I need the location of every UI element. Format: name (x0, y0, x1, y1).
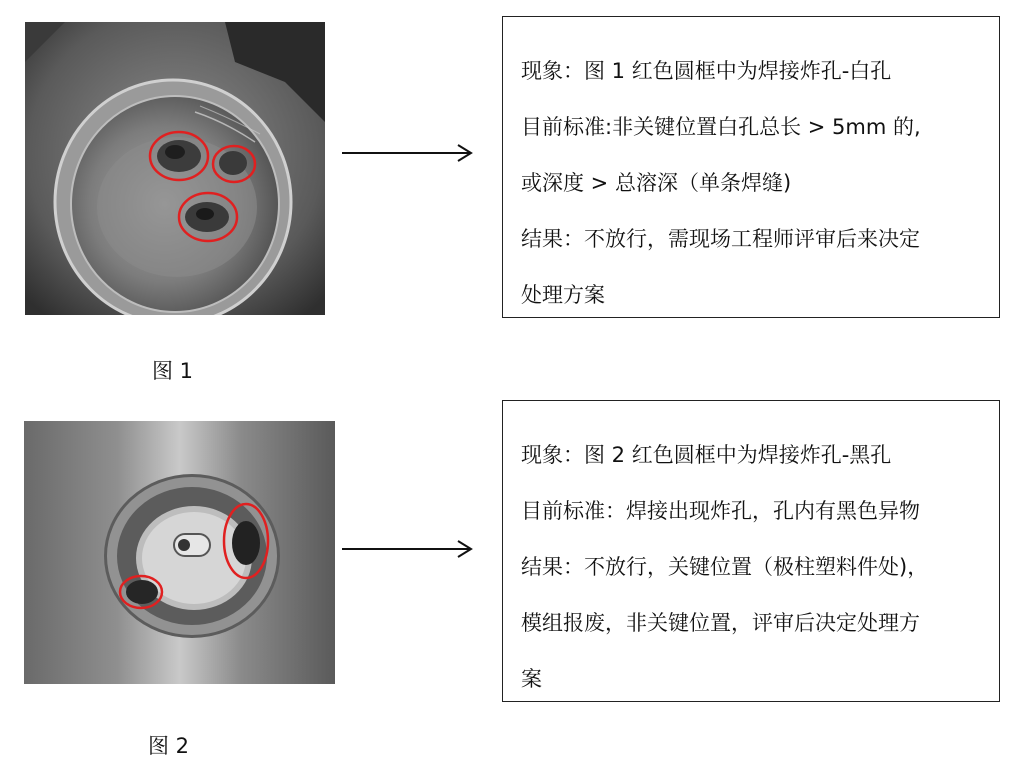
figure2-line-3: 结果：不放行，关键位置（极柱塑料件处)， (521, 555, 929, 579)
figure1-line-3: 或深度 > 总溶深（单条焊缝) (521, 171, 792, 195)
figure2-line-2: 目前标准：焊接出现炸孔，孔内有黑色异物 (521, 499, 920, 523)
figure1-photo (25, 22, 325, 315)
figure2-arrow (340, 538, 476, 560)
figure1-line-2: 目前标准:非关键位置白孔总长 > 5mm 的, (521, 115, 921, 139)
figure1-arrow (340, 142, 476, 164)
figure2-line-1: 现象：图 2 红色圆框中为焊接炸孔-黑孔 (521, 443, 892, 467)
figure2-line-4: 模组报废，非关键位置，评审后决定处理方 (521, 611, 920, 635)
figure1-weld-spot-3 (185, 202, 229, 232)
figure2-line-5: 案 (521, 667, 542, 691)
figure1-line-5: 处理方案 (521, 283, 605, 307)
figure2-caption: 图 2 (148, 734, 190, 758)
figure1-weld-spot-1 (157, 140, 201, 172)
figure2-photo (24, 421, 335, 684)
figure1-description-box (502, 16, 1000, 318)
figure2-description-box (502, 400, 1000, 702)
figure1-line-4: 结果：不放行，需现场工程师评审后来决定 (521, 227, 920, 251)
figure1-line-1: 现象：图 1 红色圆框中为焊接炸孔-白孔 (521, 59, 892, 83)
figure2-weld-spot-1 (232, 521, 260, 565)
figure1-caption: 图 1 (152, 359, 194, 383)
figure1-weld-spot-2 (219, 151, 247, 175)
figure2-weld-spot-2 (126, 580, 158, 604)
